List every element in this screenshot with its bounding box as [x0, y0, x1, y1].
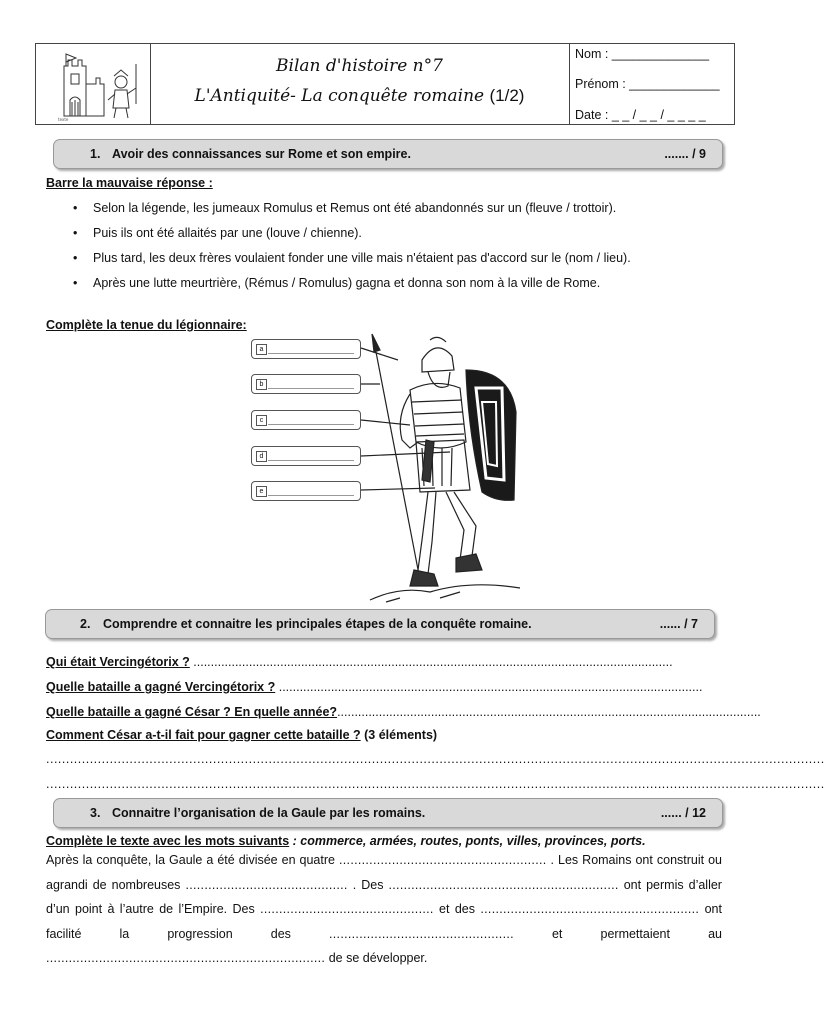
castle-knight-icon — [36, 44, 150, 124]
section3-number: 3. — [90, 806, 101, 820]
label-tag-c: c — [256, 415, 267, 426]
svg-text:texte: texte — [58, 117, 69, 122]
bullet-item-2: Puis ils ont été allaités par une (louve / chienne). — [93, 226, 362, 240]
label-tag-a: a — [256, 344, 267, 355]
section3-instruction-text: Complète le texte avec les mots suivants — [46, 834, 290, 848]
bullet-item-3: Plus tard, les deux frères voulaient fonder une ville mais n'étaient pas d'accord sur le (nom / lieu). — [93, 251, 631, 265]
blank-4[interactable]: .............................................. — [260, 902, 434, 916]
bullet-item-4: Après une lutte meurtrière, (Rémus / Romulus) gagna et donna son nom à la ville de Rome. — [93, 276, 601, 290]
answer-line[interactable]: .......................................................................................................................................... — [193, 655, 673, 669]
name-field[interactable]: Nom : ______________ — [575, 47, 710, 61]
blank-7[interactable]: .......................................................................... — [46, 951, 326, 965]
question-4-text: Comment César a-t-il fait pour gagner cette bataille ? — [46, 728, 361, 742]
question-2 — [46, 680, 722, 694]
bullet-dot: • — [73, 201, 78, 215]
answer-line-1[interactable]: .................................................................................................................................................................................................... — [46, 752, 825, 766]
bullet-item-1: Selon la légende, les jumeaux Romulus et Remus ont été abandonnés sur un (fleuve / trottoir). — [93, 201, 617, 215]
bullet-dot: • — [73, 226, 78, 240]
section2-title: Comprendre et connaitre les principales étapes de la conquête romaine. — [103, 617, 532, 631]
firstname-field[interactable]: Prénom : _____________ — [575, 77, 720, 91]
blank-6[interactable]: ................................................. — [329, 926, 514, 941]
page-title: Bilan d'histoire n°7 — [276, 56, 443, 76]
bullet-dot: • — [73, 251, 78, 265]
answer-line-2[interactable]: .................................................................................................................................................................................................... — [46, 777, 825, 791]
subtitle-text: L'Antiquité- La conquête romaine — [194, 86, 485, 106]
question-1-text: Qui était Vercingétorix ? — [46, 655, 190, 669]
question-3 — [46, 705, 761, 719]
section1-instruction: Barre la mauvaise réponse : — [46, 176, 213, 190]
question-4 — [46, 728, 437, 742]
text-segment: de se développer. — [328, 951, 428, 965]
section1-title: Avoir des connaissances sur Rome et son empire. — [112, 147, 411, 161]
blank-5[interactable]: .......................................................... — [480, 902, 700, 916]
section2-score: ...... / 7 — [659, 617, 698, 631]
header-table — [35, 43, 735, 125]
label-tag-d: d — [256, 451, 267, 462]
section3-title: Connaitre l’organisation de la Gaule par les romains. — [112, 806, 426, 820]
label-tag-e: e — [256, 486, 267, 497]
answer-line[interactable]: .......................................................................................................................... — [278, 680, 703, 694]
date-field[interactable]: Date : _ _ / _ _ / _ _ _ _ — [575, 108, 706, 122]
section3-score: ...... / 12 — [660, 806, 706, 820]
fill-in-paragraph — [46, 848, 722, 971]
text-segment: ont facilité la progression des — [46, 902, 722, 941]
logo-cell — [36, 44, 151, 124]
question-2-text: Quelle bataille a gagné Vercingétorix ? — [46, 680, 276, 694]
text-segment: . Les Romains ont construit ou agrandi de nombreuses — [46, 853, 723, 892]
section3-instruction — [46, 834, 646, 848]
student-info-cell — [569, 44, 735, 124]
answer-line[interactable]: .......................................................................................................................... — [337, 705, 761, 719]
legionary-illustration — [250, 330, 530, 606]
question-4-note: (3 éléments) — [364, 728, 438, 742]
page-subtitle — [150, 86, 569, 106]
section2-number: 2. — [80, 617, 91, 631]
word-list: : commerce, armées, routes, ponts, villes, provinces, ports. — [292, 834, 646, 848]
text-segment: et permettaient au — [551, 926, 722, 941]
bullet-dot: • — [73, 276, 78, 290]
section1-banner — [53, 139, 723, 169]
text-segment: . Des — [352, 877, 384, 892]
section1-score: ....... / 9 — [664, 147, 706, 161]
text-segment: ont permis d’aller d’un point à l’autre de l’Empire. Des — [46, 877, 722, 916]
blank-1[interactable]: ....................................................... — [339, 853, 547, 867]
blank-3[interactable]: ............................................................. — [388, 877, 619, 892]
question-1 — [46, 655, 722, 669]
page-count: (1/2) — [489, 86, 525, 105]
question-3-text: Quelle bataille a gagné César ? En quelle année? — [46, 705, 338, 719]
text-segment: Après la conquête, la Gaule a été divisée en quatre — [46, 853, 335, 867]
section3-banner — [53, 798, 723, 828]
section1-number: 1. — [90, 147, 101, 161]
section2-banner — [45, 609, 715, 639]
label-tag-b: b — [256, 379, 267, 390]
blank-2[interactable]: ........................................... — [185, 877, 348, 892]
legionary-instruction: Complète la tenue du légionnaire: — [46, 318, 247, 332]
text-segment: et des — [439, 902, 475, 916]
